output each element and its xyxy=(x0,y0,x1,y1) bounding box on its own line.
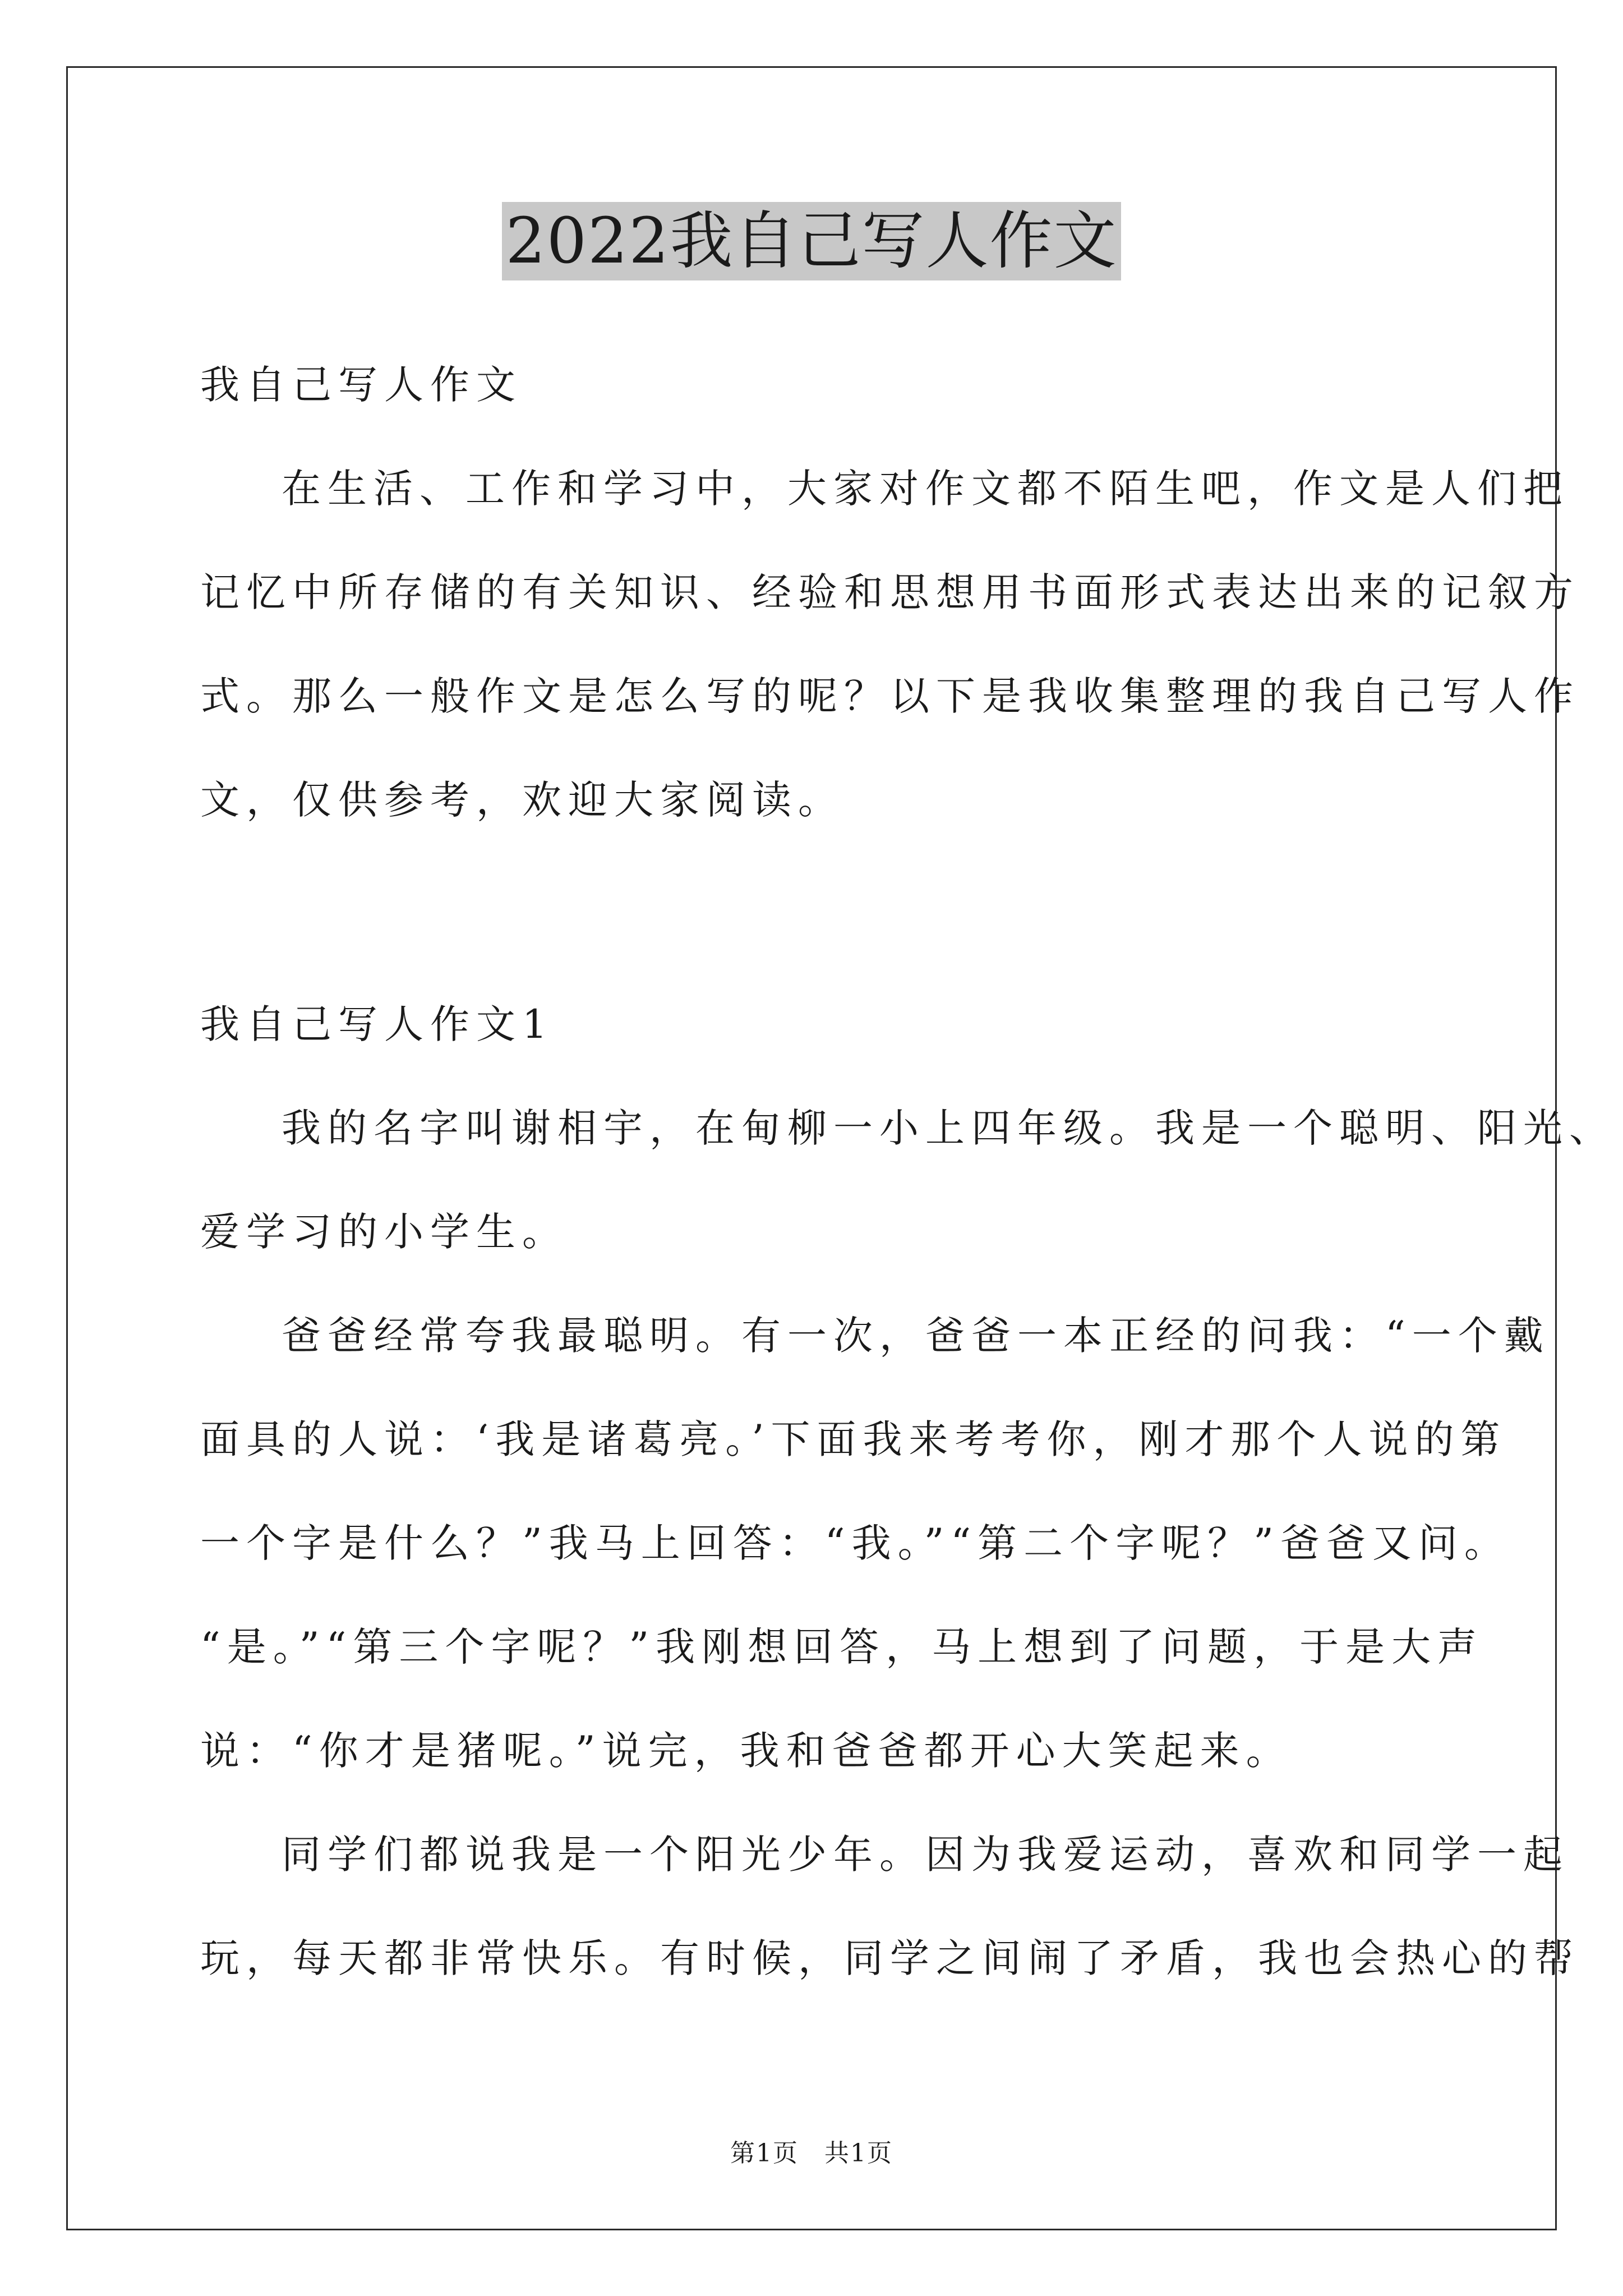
section-heading-1: 我自己写人作文1 xyxy=(200,1001,554,1047)
document-title: 2022我自己写人作文 xyxy=(502,202,1121,280)
body-line: 文，仅供参考，欢迎大家阅读。 xyxy=(200,777,844,823)
body-line: 面具的人说：‘我是诸葛亮。’下面我来考考你，刚才那个人说的第 xyxy=(200,1416,1507,1462)
section-heading-intro: 我自己写人作文 xyxy=(200,362,522,408)
body-line: 爱学习的小学生。 xyxy=(200,1209,568,1255)
body-line: 在生活、工作和学习中，大家对作文都不陌生吧，作文是人们把 xyxy=(282,466,1569,512)
body-line: 记忆中所存储的有关知识、经验和思想用书面形式表达出来的记叙方 xyxy=(200,569,1580,615)
body-line: 同学们都说我是一个阳光少年。因为我爱运动，喜欢和同学一起 xyxy=(282,1832,1569,1878)
body-line: 我的名字叫谢相宇，在甸柳一小上四年级。我是一个聪明、阳光、 xyxy=(282,1105,1615,1151)
body-line: 式。那么一般作文是怎么写的呢？以下是我收集整理的我自己写人作 xyxy=(200,673,1580,719)
body-line: 一个字是什么？”我马上回答：“我。”“第二个字呢？”爸爸又问。 xyxy=(200,1520,1510,1566)
body-line: 玩，每天都非常快乐。有时候，同学之间闹了矛盾，我也会热心的帮 xyxy=(200,1935,1580,1981)
body-line: 说：“你才是猪呢。”说完，我和爸爸都开心大笑起来。 xyxy=(200,1728,1292,1774)
page-footer: 第1页 共1页 xyxy=(730,2139,893,2168)
body-line: 爸爸经常夸我最聪明。有一次，爸爸一本正经的问我：“一个戴 xyxy=(282,1313,1550,1359)
title-container xyxy=(0,202,1623,280)
body-line: “是。”“第三个字呢？”我刚想回答，马上想到了问题，于是大声 xyxy=(200,1624,1484,1670)
